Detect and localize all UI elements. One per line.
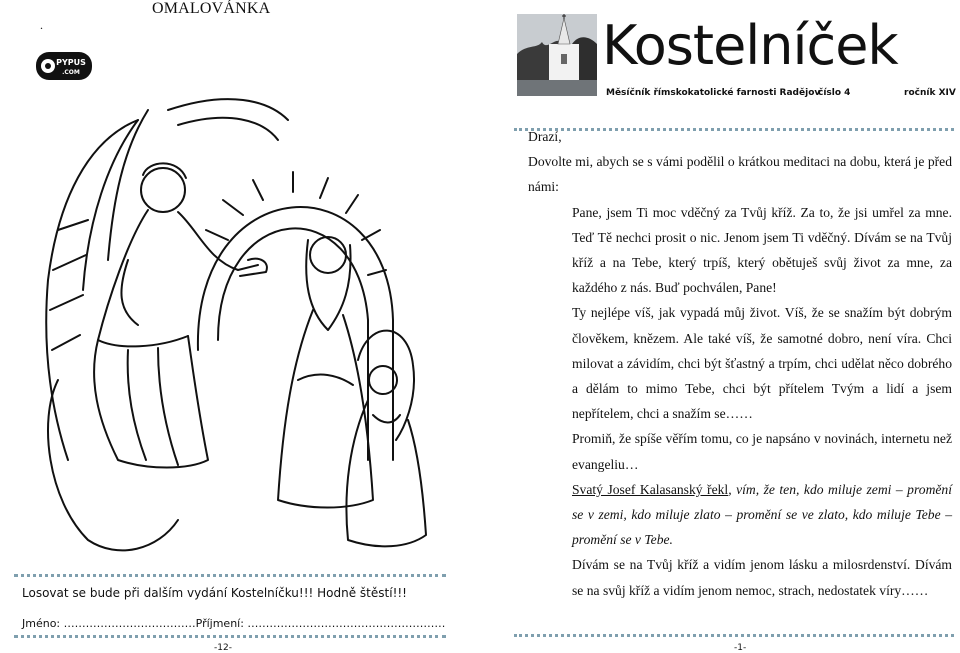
lottery-note: Losovat se bude při dalším vydání Kostelníčku!!! Hodně štěstí!!! bbox=[22, 586, 407, 600]
church-photo bbox=[517, 14, 597, 96]
quote-source: Svatý Josef Kalasanský řekl bbox=[572, 481, 729, 497]
volume-number: ročník XIV bbox=[904, 88, 956, 98]
coloring-illustration bbox=[28, 80, 428, 560]
article-paragraph: Pane, jsem Ti moc vděčný za Tvůj kříž. Za to, že jsi umřel za mne. Teď Tě nechci prosit o nic. Jenom jsem Ti vděčný. Dívám se na Tvůj kříž a na Tebe, který trpíš, který obětuješ svůj život za mne, za každého z nás. Buď pochválen, Pane! bbox=[572, 204, 952, 296]
pypus-logo bbox=[36, 52, 92, 80]
masthead-subtitle: Měsíčník římskokatolické farnosti Radějov bbox=[606, 88, 821, 98]
masthead-title: Kostelníček bbox=[602, 14, 898, 77]
issue-number: číslo 4 bbox=[818, 88, 851, 98]
meditation-article bbox=[528, 124, 952, 603]
article-quote-paragraph bbox=[528, 477, 952, 553]
divider-dotted bbox=[514, 634, 954, 637]
article-paragraph: Dívám se na Tvůj kříž a vidím jenom lásku a milosrdenství. Dívám se na svůj kříž a vidím jenom nemoc, strach, nedostatek víry…… bbox=[572, 557, 952, 598]
divider-dotted bbox=[14, 574, 446, 577]
logo-domain: .COM bbox=[62, 69, 80, 76]
page-number-right: -1- bbox=[734, 643, 747, 653]
article-intro: Dovolte mi, abych se s vámi podělil o krátkou meditaci na dobu, která je před námi: bbox=[528, 154, 952, 195]
page-number-left: -12- bbox=[214, 643, 232, 653]
coloring-section-title: OMALOVÁNKA bbox=[152, 0, 271, 17]
divider-dotted bbox=[14, 635, 446, 638]
quote-text: , vím, že ten, kdo miluje zemi – promění se v zemi, kdo miluje zlato – promění se ve zlato, kdo miluje Tebe – promění se v Tebe. bbox=[572, 481, 952, 548]
article-paragraph: Promiň, že spíše věřím tomu, co je napsáno v novinách, internetu než evangeliu… bbox=[572, 431, 952, 472]
article-greeting: Drazí, bbox=[528, 129, 562, 144]
article-paragraph: Ty nejlépe víš, jak vypadá můj život. Víš, že se snažím být dobrým člověkem, knězem. Ale také víš, že samotné dobro, není víra. Chci milovat a závidím, chci být šťastný a trpím, chci udělat něco dobrého a dělám to mimo Tebe, chci být přítelem Tvým a lidí a jsem nepřítelem, chci a snažím se…… bbox=[572, 305, 952, 422]
logo-brand: PYPUS bbox=[56, 58, 86, 67]
corner-mark: . bbox=[40, 18, 43, 32]
name-fields-line: Jméno: ………………………………Příjmení: ……………………………………………… bbox=[22, 617, 446, 630]
